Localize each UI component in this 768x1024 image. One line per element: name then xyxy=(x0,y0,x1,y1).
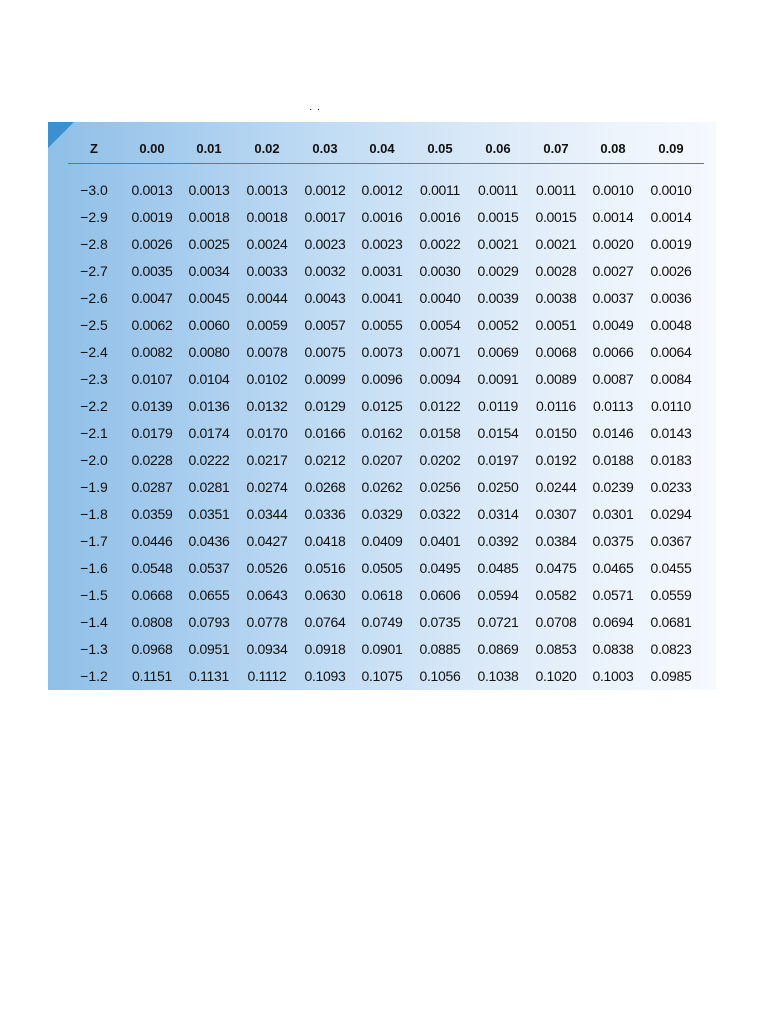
probability-cell: 0.0336 xyxy=(304,506,346,522)
z-table-panel xyxy=(48,122,716,690)
probability-cell: 0.0107 xyxy=(131,371,173,387)
table-row xyxy=(48,475,716,502)
probability-cell: 0.0048 xyxy=(650,317,692,333)
probability-cell: 0.0256 xyxy=(419,479,461,495)
probability-cell: 0.0110 xyxy=(651,398,691,414)
probability-cell: 0.0516 xyxy=(304,560,346,576)
probability-cell: 0.0082 xyxy=(131,344,173,360)
probability-cell: 0.0052 xyxy=(477,317,519,333)
probability-cell: 0.0071 xyxy=(419,344,461,360)
header-col-5: 0.05 xyxy=(427,141,453,156)
probability-cell: 0.0721 xyxy=(477,614,519,630)
probability-cell: 0.0681 xyxy=(650,614,692,630)
probability-cell: 0.0016 xyxy=(419,209,461,225)
z-value-cell: −1.2 xyxy=(80,668,108,684)
z-value-cell: −2.9 xyxy=(80,209,108,225)
probability-cell: 0.0136 xyxy=(188,398,230,414)
table-row xyxy=(48,367,716,394)
probability-cell: 0.0015 xyxy=(535,209,577,225)
probability-cell: 0.0122 xyxy=(419,398,461,414)
probability-cell: 0.0314 xyxy=(477,506,519,522)
probability-cell: 0.0034 xyxy=(188,263,230,279)
probability-cell: 0.0099 xyxy=(304,371,346,387)
probability-cell: 0.0918 xyxy=(304,641,346,657)
probability-cell: 0.0233 xyxy=(650,479,692,495)
probability-cell: 0.0401 xyxy=(419,533,461,549)
probability-cell: 0.0013 xyxy=(188,182,230,198)
probability-cell: 0.0059 xyxy=(246,317,288,333)
probability-cell: 0.0146 xyxy=(592,425,634,441)
probability-cell: 0.1038 xyxy=(477,668,519,684)
probability-cell: 0.0022 xyxy=(419,236,461,252)
probability-cell: 0.0054 xyxy=(419,317,461,333)
probability-cell: 0.0606 xyxy=(419,587,461,603)
probability-cell: 0.0166 xyxy=(304,425,346,441)
probability-cell: 0.0015 xyxy=(477,209,519,225)
table-row xyxy=(48,205,716,232)
probability-cell: 0.0073 xyxy=(361,344,403,360)
probability-cell: 0.0281 xyxy=(188,479,230,495)
probability-cell: 0.0010 xyxy=(592,182,634,198)
probability-cell: 0.0934 xyxy=(246,641,288,657)
probability-cell: 0.0287 xyxy=(131,479,173,495)
probability-cell: 0.0885 xyxy=(419,641,461,657)
probability-cell: 0.0968 xyxy=(131,641,173,657)
probability-cell: 0.1131 xyxy=(189,668,229,684)
probability-cell: 0.0418 xyxy=(304,533,346,549)
probability-cell: 0.0068 xyxy=(535,344,577,360)
probability-cell: 0.0571 xyxy=(592,587,634,603)
probability-cell: 0.0013 xyxy=(246,182,288,198)
probability-cell: 0.0188 xyxy=(592,452,634,468)
probability-cell: 0.0020 xyxy=(592,236,634,252)
probability-cell: 0.0040 xyxy=(419,290,461,306)
probability-cell: 0.0018 xyxy=(188,209,230,225)
probability-cell: 0.0630 xyxy=(304,587,346,603)
z-value-cell: −2.1 xyxy=(80,425,108,441)
probability-cell: 0.0055 xyxy=(361,317,403,333)
probability-cell: 0.0016 xyxy=(361,209,403,225)
table-row xyxy=(48,178,716,205)
probability-cell: 0.0446 xyxy=(131,533,173,549)
probability-cell: 0.0951 xyxy=(188,641,230,657)
z-value-cell: −2.8 xyxy=(80,236,108,252)
probability-cell: 0.0222 xyxy=(188,452,230,468)
probability-cell: 0.0069 xyxy=(477,344,519,360)
probability-cell: 0.0808 xyxy=(131,614,173,630)
probability-cell: 0.0268 xyxy=(304,479,346,495)
probability-cell: 0.0239 xyxy=(592,479,634,495)
table-row xyxy=(48,529,716,556)
probability-cell: 0.0735 xyxy=(419,614,461,630)
probability-cell: 0.0026 xyxy=(131,236,173,252)
probability-cell: 0.0029 xyxy=(477,263,519,279)
probability-cell: 0.0062 xyxy=(131,317,173,333)
header-col-1: 0.01 xyxy=(196,141,222,156)
z-value-cell: −1.5 xyxy=(80,587,108,603)
probability-cell: 0.0901 xyxy=(361,641,403,657)
table-row xyxy=(48,556,716,583)
probability-cell: 0.0019 xyxy=(131,209,173,225)
header-col-3: 0.03 xyxy=(312,141,338,156)
probability-cell: 0.0018 xyxy=(246,209,288,225)
probability-cell: 0.0019 xyxy=(650,236,692,252)
probability-cell: 0.0618 xyxy=(361,587,403,603)
probability-cell: 0.1075 xyxy=(361,668,403,684)
probability-cell: 0.0154 xyxy=(477,425,519,441)
table-header-row xyxy=(48,137,716,161)
probability-cell: 0.0028 xyxy=(535,263,577,279)
probability-cell: 0.0102 xyxy=(246,371,288,387)
probability-cell: 0.0064 xyxy=(650,344,692,360)
probability-cell: 0.0027 xyxy=(592,263,634,279)
probability-cell: 0.0351 xyxy=(188,506,230,522)
probability-cell: 0.0359 xyxy=(131,506,173,522)
probability-cell: 0.0197 xyxy=(477,452,519,468)
table-row xyxy=(48,421,716,448)
probability-cell: 0.0526 xyxy=(246,560,288,576)
probability-cell: 0.0021 xyxy=(535,236,577,252)
probability-cell: 0.0192 xyxy=(535,452,577,468)
header-col-0: 0.00 xyxy=(139,141,165,156)
probability-cell: 0.0749 xyxy=(361,614,403,630)
probability-cell: 0.0129 xyxy=(304,398,346,414)
probability-cell: 0.0060 xyxy=(188,317,230,333)
probability-cell: 0.0212 xyxy=(304,452,346,468)
header-z: Z xyxy=(90,141,98,156)
probability-cell: 0.0643 xyxy=(246,587,288,603)
probability-cell: 0.0036 xyxy=(650,290,692,306)
z-value-cell: −1.3 xyxy=(80,641,108,657)
header-col-9: 0.09 xyxy=(658,141,684,156)
probability-cell: 0.0089 xyxy=(535,371,577,387)
probability-cell: 0.0594 xyxy=(477,587,519,603)
probability-cell: 0.0012 xyxy=(361,182,403,198)
probability-cell: 0.0051 xyxy=(535,317,577,333)
probability-cell: 0.0823 xyxy=(650,641,692,657)
probability-cell: 0.0793 xyxy=(188,614,230,630)
probability-cell: 0.0024 xyxy=(246,236,288,252)
probability-cell: 0.0057 xyxy=(304,317,346,333)
table-row xyxy=(48,583,716,610)
probability-cell: 0.0853 xyxy=(535,641,577,657)
table-row xyxy=(48,232,716,259)
z-value-cell: −2.6 xyxy=(80,290,108,306)
probability-cell: 0.1056 xyxy=(419,668,461,684)
top-dot-marks: · · xyxy=(309,105,322,116)
probability-cell: 0.0094 xyxy=(419,371,461,387)
probability-cell: 0.0322 xyxy=(419,506,461,522)
probability-cell: 0.0021 xyxy=(477,236,519,252)
table-row xyxy=(48,502,716,529)
probability-cell: 0.0091 xyxy=(477,371,519,387)
probability-cell: 0.0039 xyxy=(477,290,519,306)
probability-cell: 0.0436 xyxy=(188,533,230,549)
probability-cell: 0.0035 xyxy=(131,263,173,279)
probability-cell: 0.0139 xyxy=(131,398,173,414)
probability-cell: 0.0104 xyxy=(188,371,230,387)
table-row xyxy=(48,340,716,367)
z-value-cell: −1.9 xyxy=(80,479,108,495)
header-col-8: 0.08 xyxy=(600,141,626,156)
probability-cell: 0.0011 xyxy=(420,182,460,198)
probability-cell: 0.0033 xyxy=(246,263,288,279)
probability-cell: 0.0228 xyxy=(131,452,173,468)
probability-cell: 0.0367 xyxy=(650,533,692,549)
probability-cell: 0.0011 xyxy=(478,182,518,198)
table-row xyxy=(48,664,716,690)
probability-cell: 0.0132 xyxy=(246,398,288,414)
probability-cell: 0.0778 xyxy=(246,614,288,630)
probability-cell: 0.0708 xyxy=(535,614,577,630)
probability-cell: 0.0985 xyxy=(650,668,692,684)
probability-cell: 0.0207 xyxy=(361,452,403,468)
probability-cell: 0.0202 xyxy=(419,452,461,468)
probability-cell: 0.0096 xyxy=(361,371,403,387)
probability-cell: 0.0043 xyxy=(304,290,346,306)
probability-cell: 0.0329 xyxy=(361,506,403,522)
probability-cell: 0.0049 xyxy=(592,317,634,333)
table-row xyxy=(48,637,716,664)
header-col-6: 0.06 xyxy=(485,141,511,156)
probability-cell: 0.0012 xyxy=(304,182,346,198)
probability-cell: 0.0668 xyxy=(131,587,173,603)
probability-cell: 0.0244 xyxy=(535,479,577,495)
probability-cell: 0.0047 xyxy=(131,290,173,306)
probability-cell: 0.0014 xyxy=(650,209,692,225)
probability-cell: 0.0301 xyxy=(592,506,634,522)
header-col-2: 0.02 xyxy=(254,141,280,156)
probability-cell: 0.0038 xyxy=(535,290,577,306)
table-row xyxy=(48,286,716,313)
probability-cell: 0.0014 xyxy=(592,209,634,225)
probability-cell: 0.0537 xyxy=(188,560,230,576)
table-row xyxy=(48,313,716,340)
probability-cell: 0.0838 xyxy=(592,641,634,657)
z-value-cell: −2.4 xyxy=(80,344,108,360)
probability-cell: 0.0392 xyxy=(477,533,519,549)
probability-cell: 0.0307 xyxy=(535,506,577,522)
probability-cell: 0.0037 xyxy=(592,290,634,306)
probability-cell: 0.0427 xyxy=(246,533,288,549)
probability-cell: 0.0179 xyxy=(131,425,173,441)
probability-cell: 0.0217 xyxy=(246,452,288,468)
probability-cell: 0.0582 xyxy=(535,587,577,603)
probability-cell: 0.0010 xyxy=(650,182,692,198)
probability-cell: 0.0150 xyxy=(535,425,577,441)
probability-cell: 0.0455 xyxy=(650,560,692,576)
probability-cell: 0.0066 xyxy=(592,344,634,360)
probability-cell: 0.0694 xyxy=(592,614,634,630)
probability-cell: 0.0080 xyxy=(188,344,230,360)
table-body xyxy=(48,178,716,690)
probability-cell: 0.0031 xyxy=(361,263,403,279)
z-value-cell: −2.3 xyxy=(80,371,108,387)
header-col-7: 0.07 xyxy=(543,141,569,156)
probability-cell: 0.0158 xyxy=(419,425,461,441)
z-value-cell: −2.5 xyxy=(80,317,108,333)
z-value-cell: −2.7 xyxy=(80,263,108,279)
table-row xyxy=(48,259,716,286)
probability-cell: 0.0174 xyxy=(188,425,230,441)
probability-cell: 0.0170 xyxy=(246,425,288,441)
z-value-cell: −1.8 xyxy=(80,506,108,522)
probability-cell: 0.0505 xyxy=(361,560,403,576)
probability-cell: 0.0116 xyxy=(536,398,576,414)
probability-cell: 0.0017 xyxy=(304,209,346,225)
z-value-cell: −1.6 xyxy=(80,560,108,576)
probability-cell: 0.0344 xyxy=(246,506,288,522)
probability-cell: 0.1093 xyxy=(304,668,346,684)
probability-cell: 0.0764 xyxy=(304,614,346,630)
z-value-cell: −1.4 xyxy=(80,614,108,630)
table-row xyxy=(48,394,716,421)
probability-cell: 0.0548 xyxy=(131,560,173,576)
probability-cell: 0.0011 xyxy=(536,182,576,198)
probability-cell: 0.0030 xyxy=(419,263,461,279)
probability-cell: 0.0375 xyxy=(592,533,634,549)
probability-cell: 0.0559 xyxy=(650,587,692,603)
probability-cell: 0.1003 xyxy=(592,668,634,684)
probability-cell: 0.0075 xyxy=(304,344,346,360)
table-row xyxy=(48,448,716,475)
probability-cell: 0.0023 xyxy=(361,236,403,252)
probability-cell: 0.0274 xyxy=(246,479,288,495)
probability-cell: 0.0013 xyxy=(131,182,173,198)
z-value-cell: −2.0 xyxy=(80,452,108,468)
table-row xyxy=(48,610,716,637)
z-value-cell: −2.2 xyxy=(80,398,108,414)
probability-cell: 0.0113 xyxy=(593,398,633,414)
probability-cell: 0.0078 xyxy=(246,344,288,360)
probability-cell: 0.0045 xyxy=(188,290,230,306)
probability-cell: 0.1151 xyxy=(132,668,172,684)
probability-cell: 0.0495 xyxy=(419,560,461,576)
probability-cell: 0.0025 xyxy=(188,236,230,252)
probability-cell: 0.1020 xyxy=(535,668,577,684)
probability-cell: 0.0409 xyxy=(361,533,403,549)
header-divider xyxy=(68,163,704,164)
z-value-cell: −1.7 xyxy=(80,533,108,549)
probability-cell: 0.0294 xyxy=(650,506,692,522)
probability-cell: 0.0026 xyxy=(650,263,692,279)
probability-cell: 0.0032 xyxy=(304,263,346,279)
probability-cell: 0.0384 xyxy=(535,533,577,549)
header-col-4: 0.04 xyxy=(369,141,395,156)
probability-cell: 0.0183 xyxy=(650,452,692,468)
probability-cell: 0.1112 xyxy=(247,668,287,684)
probability-cell: 0.0869 xyxy=(477,641,519,657)
probability-cell: 0.0125 xyxy=(361,398,403,414)
probability-cell: 0.0044 xyxy=(246,290,288,306)
probability-cell: 0.0250 xyxy=(477,479,519,495)
z-value-cell: −3.0 xyxy=(80,182,108,198)
probability-cell: 0.0023 xyxy=(304,236,346,252)
probability-cell: 0.0475 xyxy=(535,560,577,576)
probability-cell: 0.0485 xyxy=(477,560,519,576)
probability-cell: 0.0143 xyxy=(650,425,692,441)
probability-cell: 0.0262 xyxy=(361,479,403,495)
probability-cell: 0.0041 xyxy=(361,290,403,306)
probability-cell: 0.0655 xyxy=(188,587,230,603)
probability-cell: 0.0119 xyxy=(478,398,518,414)
probability-cell: 0.0162 xyxy=(361,425,403,441)
probability-cell: 0.0084 xyxy=(650,371,692,387)
probability-cell: 0.0087 xyxy=(592,371,634,387)
probability-cell: 0.0465 xyxy=(592,560,634,576)
